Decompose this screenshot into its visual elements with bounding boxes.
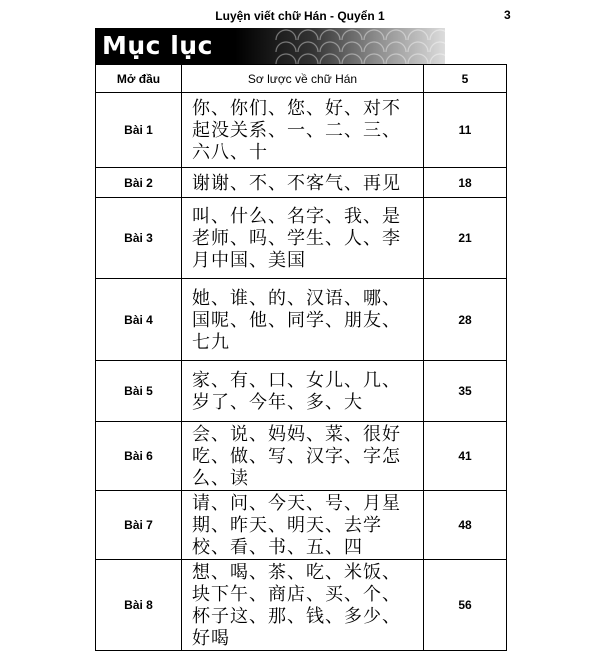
running-header: Luyện viết chữ Hán - Quyển 1	[215, 9, 385, 23]
toc-label: Bài 4	[96, 279, 182, 361]
toc-intro-text: Sơ lược về chữ Hán	[182, 65, 424, 93]
toc-lesson-chars: 家、有、口、女儿、几、岁了、今年、多、大	[192, 370, 401, 413]
toc-row-lesson-6	[96, 422, 507, 491]
toc-lesson-chars: 叫、什么、名字、我、是老师、吗、学生、人、李月中国、美国	[192, 206, 401, 271]
toc-lesson-chars: 谢谢、不、不客气、再见	[192, 172, 401, 194]
toc-label: Bài 2	[96, 168, 182, 198]
toc-label: Bài 5	[96, 361, 182, 422]
toc-label: Bài 3	[96, 198, 182, 279]
toc-page-number: 35	[424, 361, 507, 422]
toc-row-lesson-2	[96, 168, 507, 198]
toc-page-number: 41	[424, 422, 507, 491]
toc-lesson-chars: 你、你们、您、好、对不起没关系、一、二、三、六八、十	[192, 98, 401, 163]
toc-page-number: 11	[424, 93, 507, 168]
toc-row-lesson-4	[96, 279, 507, 361]
toc-page-number: 18	[424, 168, 507, 198]
toc-row-lesson-8	[96, 560, 507, 651]
toc-row-lesson-7	[96, 491, 507, 560]
toc-row-lesson-5	[96, 361, 507, 422]
toc-label: Bài 8	[96, 560, 182, 651]
toc-row-lesson-1	[96, 93, 507, 168]
toc-label: Bài 1	[96, 93, 182, 168]
toc-lesson-chars: 会、说、妈妈、菜、很好吃、做、写、汉字、字怎么、读	[192, 424, 401, 489]
toc-page-number: 48	[424, 491, 507, 560]
toc-label: Bài 7	[96, 491, 182, 560]
table-of-contents	[95, 64, 507, 651]
toc-page-number: 5	[424, 65, 507, 93]
section-banner	[95, 28, 445, 64]
toc-page-number: 28	[424, 279, 507, 361]
toc-page-number: 21	[424, 198, 507, 279]
toc-label: Mở đầu	[96, 65, 182, 93]
section-title: Mục lục	[102, 31, 213, 60]
toc-row-lesson-3	[96, 198, 507, 279]
page-number: 3	[504, 8, 511, 22]
toc-lesson-chars: 她、谁、的、汉语、哪、国呢、他、同学、朋友、七九	[192, 287, 401, 353]
toc-label: Bài 6	[96, 422, 182, 491]
toc-page-number: 56	[424, 560, 507, 651]
banner-wave-pattern	[275, 28, 445, 64]
toc-row-intro	[96, 65, 507, 93]
toc-lesson-chars: 想、喝、茶、吃、米饭、块下午、商店、买、个、杯子这、那、钱、多少、好喝	[192, 562, 401, 649]
toc-lesson-chars: 请、问、今天、号、月星期、昨天、明天、去学校、看、书、五、四	[192, 493, 401, 558]
